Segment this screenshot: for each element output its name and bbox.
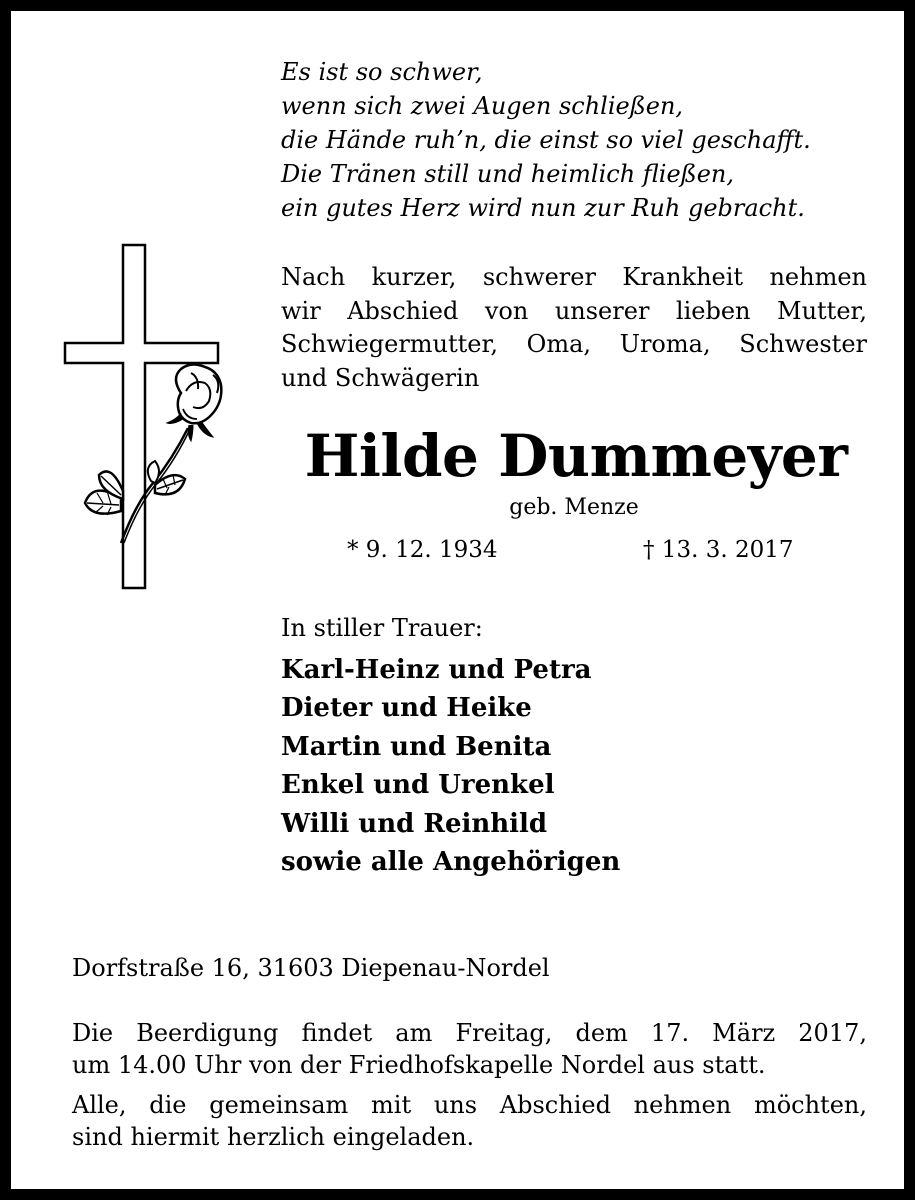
- poem-line: ein gutes Herz wird nun zur Ruh gebracht.: [281, 194, 805, 222]
- death-date: † 13. 3. 2017: [643, 537, 794, 563]
- mourners-list: [281, 651, 620, 881]
- mourner-entry: sowie alle Angehörigen: [281, 847, 621, 878]
- mourner-entry: Willi und Reinhild: [281, 808, 548, 839]
- mourning-label: In stiller Trauer:: [281, 614, 483, 642]
- mourner-entry: Karl-Heinz und Petra: [281, 655, 592, 685]
- poem-line: Die Tränen still und heimlich fließen,: [281, 160, 734, 188]
- poem-line: wenn sich zwei Augen schließen,: [281, 92, 684, 120]
- poem-line: die Hände ruh’n, die einst so viel geschafft.: [281, 126, 811, 154]
- invitation-line: sind hiermit herzlich eingeladen.: [72, 1123, 475, 1151]
- birth-name: geb. Menze: [509, 495, 639, 520]
- funeral-notice: [72, 1017, 867, 1081]
- mourner-entry: Dieter und Heike: [281, 693, 532, 724]
- invitation-line: Alle, die gemeinsam mit uns Abschied nehmen möchten,: [72, 1091, 867, 1119]
- funeral-line: Die Beerdigung findet am Freitag, dem 17. März 2017,: [72, 1019, 867, 1047]
- invitation-notice: [72, 1089, 867, 1153]
- poem: [281, 55, 881, 225]
- intro-line: und Schwägerin: [281, 363, 480, 392]
- birth-date: * 9. 12. 1934: [347, 537, 498, 563]
- mourner-entry: Enkel und Urenkel: [281, 770, 555, 801]
- intro-line: wir Abschied von unserer lieben Mutter,: [281, 296, 867, 325]
- cross-with-rose-icon: [63, 243, 233, 593]
- intro-line: Nach kurzer, schwerer Krankheit nehmen: [281, 263, 867, 291]
- address: Dorfstraße 16, 31603 Diepenau-Nordel: [72, 954, 550, 982]
- mourner-entry: Martin und Benita: [281, 731, 552, 762]
- intro-text: [281, 261, 867, 395]
- deceased-name: Hilde Dummeyer: [304, 422, 848, 490]
- poem-line: Es ist so schwer,: [281, 58, 483, 86]
- intro-line: Schwiegermutter, Oma, Uroma, Schwester: [281, 330, 867, 358]
- funeral-line: um 14.00 Uhr von der Friedhofskapelle Nordel aus statt.: [72, 1051, 766, 1079]
